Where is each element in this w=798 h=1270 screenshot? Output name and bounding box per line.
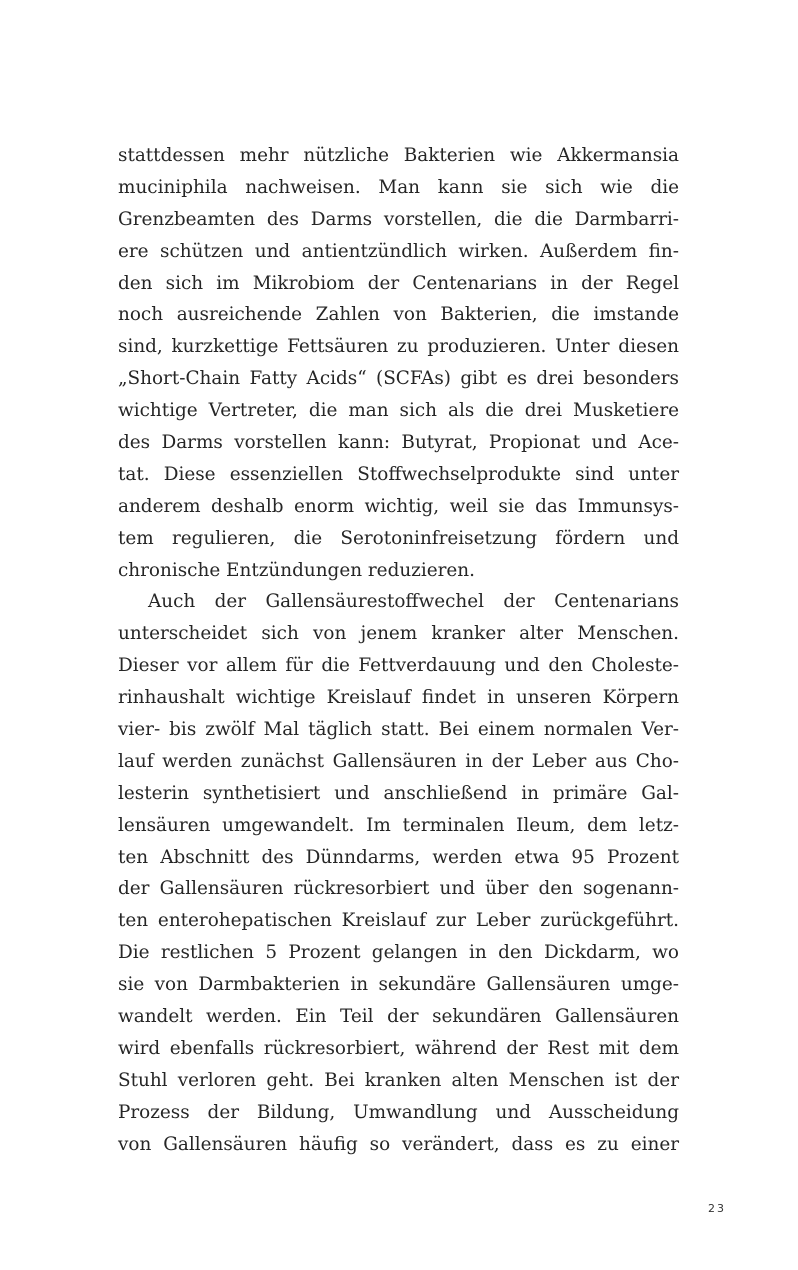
text-line: lesterin synthetisiert und anschließend in primäre Gal-: [118, 782, 679, 804]
text-line: des Darms vorstellen kann: Butyrat, Propionat und Ace-: [118, 432, 679, 454]
text-line: noch ausreichende Zahlen von Bakterien, die imstande: [118, 304, 679, 326]
text-line: Prozess der Bildung, Umwandlung und Ausscheidung: [118, 1101, 679, 1123]
text-line: Stuhl verloren geht. Bei kranken alten Menschen ist der: [118, 1069, 679, 1091]
text-line: Grenzbeamten des Darms vorstellen, die die Darmbarri-: [118, 208, 679, 230]
text-line: sind, kurzkettige Fettsäuren zu produzieren. Unter diesen: [118, 336, 679, 358]
text-line: ten enterohepatischen Kreislauf zur Leber zurückgeführt.: [118, 910, 679, 932]
page-number: 23: [708, 1202, 726, 1215]
text-line: chronische Entzündungen reduzieren.: [118, 559, 476, 581]
text-line: ere schützen und antientzündlich wirken. Außerdem fin-: [118, 240, 679, 262]
text-line: den sich im Mikrobiom der Centenarians in der Regel: [118, 272, 679, 294]
text-line: lauf werden zunächst Gallensäuren in der Leber aus Cho-: [118, 750, 679, 772]
text-line: Dieser vor allem für die Fettverdauung und den Choleste-: [118, 655, 679, 677]
text-line: ten Abschnitt des Dünndarms, werden etwa 95 Prozent: [118, 846, 679, 868]
text-line: tem regulieren, die Serotoninfreisetzung fördern und: [118, 527, 679, 549]
text-line: lensäuren umgewandelt. Im terminalen Ileum, dem letz-: [118, 814, 679, 836]
text-line: stattdessen mehr nützliche Bakterien wie Akkermansia: [118, 145, 679, 166]
text-line: sie von Darmbakterien in sekundäre Gallensäuren umge-: [118, 974, 679, 996]
text-line: rinhaushalt wichtige Kreislauf findet in unseren Körpern: [118, 687, 679, 709]
text-line: „Short-Chain Fatty Acids“ (SCFAs) gibt es drei besonders: [118, 368, 679, 390]
text-line: wandelt werden. Ein Teil der sekundären Gallensäuren: [118, 1006, 679, 1028]
text-line: vier- bis zwölf Mal täglich statt. Bei einem normalen Ver-: [118, 719, 679, 741]
text-line: anderem deshalb enorm wichtig, weil sie das Immunsys-: [118, 495, 679, 517]
text-line: der Gallensäuren rückresorbiert und über den sogenann-: [118, 878, 679, 900]
text-line: von Gallensäuren häufig so verändert, dass es zu einer: [118, 1133, 679, 1155]
text-line: tat. Diese essenziellen Stoffwechselprodukte sind unter: [118, 463, 679, 485]
text-line: Die restlichen 5 Prozent gelangen in den Dickdarm, wo: [118, 942, 679, 964]
text-line: unterscheidet sich von jenem kranker alter Menschen.: [118, 623, 679, 645]
text-line: wichtige Vertreter, die man sich als die drei Musketiere: [118, 400, 679, 422]
paragraph-2: [118, 586, 679, 1160]
text-line: Auch der Gallensäurestoffwechel der Centenarians: [148, 591, 679, 613]
paragraph-1: [118, 140, 679, 586]
text-line: wird ebenfalls rückresorbiert, während der Rest mit dem: [118, 1037, 679, 1059]
page-body: [118, 140, 679, 1161]
text-line: muciniphila nachweisen. Man kann sie sich wie die: [118, 176, 679, 198]
